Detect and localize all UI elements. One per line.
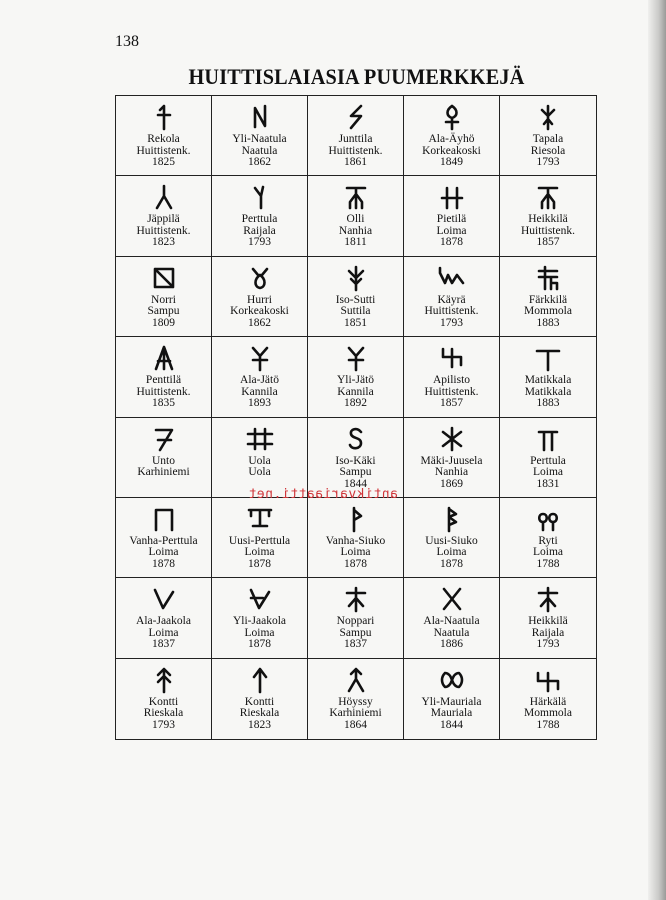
entry-house: Heikkilä — [528, 615, 568, 628]
entry-place: Suttila — [340, 305, 371, 318]
mark-cell — [500, 418, 596, 498]
entry-year: 1886 — [440, 638, 463, 651]
mark-cell — [212, 176, 308, 256]
entry-house: Ryti — [538, 534, 558, 547]
mark-cell — [116, 578, 212, 658]
mark-tree — [533, 584, 563, 614]
mark-cell — [212, 337, 308, 417]
entry-house: Färkkilä — [528, 293, 568, 306]
entry-house: Ala-Jätö — [240, 374, 279, 387]
entry-house: Kontti — [244, 695, 275, 708]
entry-house: Iso-Käki — [335, 454, 376, 467]
mark-double-loop — [533, 504, 563, 534]
mark-cell — [308, 176, 404, 256]
entry-house: Perttula — [241, 213, 278, 226]
mark-cell — [500, 659, 596, 739]
entry-place: Huittistenk. — [136, 224, 191, 237]
mark-cell — [212, 418, 308, 498]
mark-loop-cross — [437, 102, 467, 132]
entry-place: Karhiniemi — [329, 707, 382, 720]
entry-year: 1837 — [152, 638, 175, 651]
entry-year: 1825 — [152, 156, 175, 168]
entry-house: Junttila — [338, 133, 373, 145]
mark-open-loop — [341, 424, 371, 454]
mark-check-v — [149, 584, 179, 614]
mark-tee — [533, 343, 563, 373]
mark-bracket-bar — [245, 504, 275, 534]
entry-year: 1878 — [152, 557, 175, 570]
mark-double-post — [437, 182, 467, 212]
entry-place: Huittistenk. — [424, 385, 479, 398]
entry-year: 1864 — [344, 718, 367, 731]
entry-place: Mommola — [524, 305, 572, 318]
mark-cell — [404, 257, 500, 337]
entry-place: Loima — [148, 626, 179, 639]
entry-house: Iso-Sutti — [335, 293, 376, 306]
entry-year: 1844 — [344, 477, 367, 490]
mark-cell — [212, 498, 308, 578]
entry-house: Mäki-Juusela — [420, 454, 483, 467]
entry-house: Olli — [346, 213, 365, 226]
entry-house: Tapala — [532, 133, 564, 145]
entry-year: 1835 — [152, 397, 175, 410]
entry-house: Yli-Naatula — [232, 133, 287, 145]
entry-place: Loima — [532, 466, 564, 478]
entry-house: Käyrä — [437, 293, 466, 306]
mark-y-cross — [341, 343, 371, 373]
entry-place: Loima — [244, 546, 275, 559]
entry-house: Jäppilä — [147, 213, 180, 226]
entry-place: Huittistenk. — [424, 305, 479, 318]
entry-year: 1878 — [440, 236, 463, 249]
page-edge — [648, 0, 666, 900]
entry-place: Kannila — [337, 385, 374, 398]
entry-year: 1883 — [536, 316, 560, 329]
mark-ladder-cross — [533, 263, 563, 293]
mark-eight-loop — [437, 665, 467, 695]
entry-place: Raijala — [531, 626, 565, 639]
entry-year: 1851 — [344, 316, 367, 329]
entry-year: 1837 — [344, 638, 367, 651]
entry-year: 1869 — [440, 477, 463, 490]
entry-place: Kannila — [241, 385, 278, 398]
entry-year: 1862 — [248, 156, 271, 168]
entry-place: Rieskala — [239, 707, 280, 720]
entry-house: Matikkala — [524, 374, 572, 387]
mark-tapered-cross — [149, 102, 179, 132]
mark-crossed-v — [245, 584, 275, 614]
mark-gate-tree — [533, 182, 563, 212]
entry-house: Vanha-Perttula — [129, 534, 198, 547]
watermark: antikvariaatti.net — [248, 487, 398, 502]
entry-house: Härkälä — [529, 695, 567, 708]
entry-place: Huittistenk. — [521, 224, 575, 237]
entry-year: 1793 — [248, 236, 271, 249]
entry-place: Loima — [148, 546, 179, 559]
entry-place: Uola — [248, 466, 271, 478]
mark-cell — [404, 96, 500, 176]
mark-gate-tree — [341, 182, 371, 212]
entry-house: Vanha-Siuko — [325, 534, 386, 547]
mark-seven-bar — [149, 424, 179, 454]
mark-cell — [308, 659, 404, 739]
entry-house: Hurri — [247, 293, 272, 306]
entry-year: 1831 — [536, 477, 560, 490]
entry-house: Penttilä — [145, 374, 182, 387]
entry-house: Ala-Jaakola — [136, 615, 191, 628]
mark-double-flag — [437, 504, 467, 534]
mark-cell — [212, 257, 308, 337]
entry-place: Korkeakoski — [422, 144, 481, 157]
mark-y-cross — [245, 343, 275, 373]
entry-year: 1883 — [536, 397, 560, 410]
entry-year: 1793 — [152, 718, 175, 731]
mark-cell — [404, 498, 500, 578]
entry-place: Huittistenk. — [136, 144, 191, 157]
mark-cell — [500, 498, 596, 578]
mark-cell — [500, 96, 596, 176]
entry-place: Loima — [340, 546, 371, 559]
entry-year: 1857 — [536, 236, 560, 249]
mark-hash-bar — [245, 424, 275, 454]
mark-cell — [116, 659, 212, 739]
entry-year: 1793 — [536, 156, 560, 168]
page-title: HUITTISLAIASIA PUUMERKKEJÄ — [188, 64, 525, 89]
mark-hook-y — [245, 182, 275, 212]
entry-year: 1857 — [440, 397, 463, 410]
mark-cell — [212, 578, 308, 658]
entry-place: Rieskala — [143, 707, 184, 720]
entry-house: Höyssy — [338, 695, 373, 708]
mark-cell — [308, 418, 404, 498]
entry-house: Perttula — [530, 454, 566, 467]
entry-place: Nanhia — [434, 466, 469, 478]
entry-house: Noppari — [336, 615, 375, 628]
entry-place: Sampu — [147, 305, 180, 318]
mark-s-rune — [341, 102, 371, 132]
mark-cell — [404, 176, 500, 256]
entry-place: Riesola — [530, 144, 566, 157]
house-marks-table — [115, 95, 597, 740]
entry-place: Sampu — [339, 626, 372, 639]
mark-x — [437, 584, 467, 614]
entry-house: Ala-Äyhö — [428, 133, 475, 145]
entry-year: 1793 — [536, 638, 560, 651]
entry-place: Huittistenk. — [328, 144, 383, 157]
mark-a-arrow — [149, 343, 179, 373]
entry-year: 1809 — [152, 316, 175, 329]
entry-year: 1878 — [344, 557, 367, 570]
mark-hooked-cross — [437, 343, 467, 373]
entry-year: 1823 — [152, 236, 175, 249]
entry-place: Huittistenk. — [136, 385, 191, 398]
mark-cell — [116, 418, 212, 498]
entry-year: 1849 — [440, 156, 463, 168]
entry-place: Matikkala — [524, 385, 572, 398]
entry-house: Yli-Jätö — [336, 374, 375, 387]
mark-cell — [308, 257, 404, 337]
entry-year: 1878 — [440, 557, 463, 570]
entry-year: 1892 — [344, 397, 367, 410]
entry-place: Karhiniemi — [137, 466, 190, 478]
entry-house: Uola — [248, 454, 271, 467]
mark-cell — [308, 96, 404, 176]
entry-house: Heikkilä — [528, 213, 568, 226]
mark-cell — [212, 96, 308, 176]
entry-year: 1793 — [440, 316, 463, 329]
entry-place: Sampu — [339, 466, 372, 478]
mark-lambda — [149, 182, 179, 212]
mark-star — [437, 424, 467, 454]
entry-place: Loima — [436, 224, 467, 237]
entry-year: 1861 — [344, 156, 367, 168]
entry-house: Norri — [151, 293, 176, 306]
entry-year: 1823 — [248, 718, 271, 731]
entry-year: 1844 — [440, 718, 463, 731]
mark-cell — [500, 257, 596, 337]
mark-hook-h — [533, 665, 563, 695]
mark-pi — [533, 424, 563, 454]
mark-arrow-lambda — [341, 665, 371, 695]
entry-house: Kontti — [148, 695, 179, 708]
entry-place: Naatula — [241, 144, 278, 157]
entry-house: Pietilä — [436, 213, 467, 226]
entry-place: Loima — [244, 626, 275, 639]
entry-house: Yli-Jaakola — [232, 615, 286, 628]
entry-place: Korkeakoski — [230, 305, 289, 318]
mark-cell — [116, 96, 212, 176]
entry-house: Uusi-Perttula — [228, 534, 291, 547]
mark-cell — [116, 176, 212, 256]
entry-place: Loima — [532, 546, 564, 559]
entry-year: 1878 — [248, 557, 271, 570]
mark-looped-v — [245, 263, 275, 293]
mark-cell — [212, 659, 308, 739]
mark-crossed-box — [149, 263, 179, 293]
entry-house: Unto — [152, 454, 175, 467]
mark-cell — [404, 659, 500, 739]
entry-place: Raijala — [243, 224, 276, 237]
mark-open-square — [149, 504, 179, 534]
mark-arrow-tree — [341, 263, 371, 293]
entry-house: Uusi-Siuko — [425, 534, 478, 547]
mark-cell — [404, 578, 500, 658]
mark-flag-post — [341, 504, 371, 534]
entry-house: Rekola — [147, 133, 180, 145]
mark-arrow-up — [245, 665, 275, 695]
entry-place: Nanhia — [338, 224, 373, 237]
entry-house: Apilisto — [432, 374, 471, 387]
entry-place: Loima — [436, 546, 467, 559]
mark-cell — [308, 578, 404, 658]
mark-cell — [308, 498, 404, 578]
page-number: 138 — [115, 33, 139, 50]
entry-place: Mommola — [524, 707, 572, 720]
entry-place: Mauriala — [430, 707, 473, 720]
mark-tree — [341, 584, 371, 614]
mark-cell — [404, 418, 500, 498]
mark-double-arrow — [149, 665, 179, 695]
entry-year: 1788 — [536, 557, 560, 570]
mark-cell — [500, 578, 596, 658]
mark-cell — [116, 257, 212, 337]
mark-cell — [308, 337, 404, 417]
mark-n-rune — [245, 102, 275, 132]
mark-cell — [500, 176, 596, 256]
entry-place: Naatula — [433, 626, 470, 639]
mark-cell — [500, 337, 596, 417]
entry-year: 1878 — [248, 638, 271, 651]
entry-year: 1862 — [248, 316, 271, 329]
entry-year: 1811 — [344, 236, 367, 249]
mark-cell — [116, 498, 212, 578]
mark-zigzag — [437, 263, 467, 293]
entry-year: 1893 — [248, 397, 271, 410]
mark-branch-x — [533, 102, 563, 132]
entry-year: 1788 — [536, 718, 560, 731]
mark-cell — [116, 337, 212, 417]
entry-house: Yli-Mauriala — [421, 695, 482, 708]
entry-house: Ala-Naatula — [423, 615, 480, 628]
mark-cell — [404, 337, 500, 417]
